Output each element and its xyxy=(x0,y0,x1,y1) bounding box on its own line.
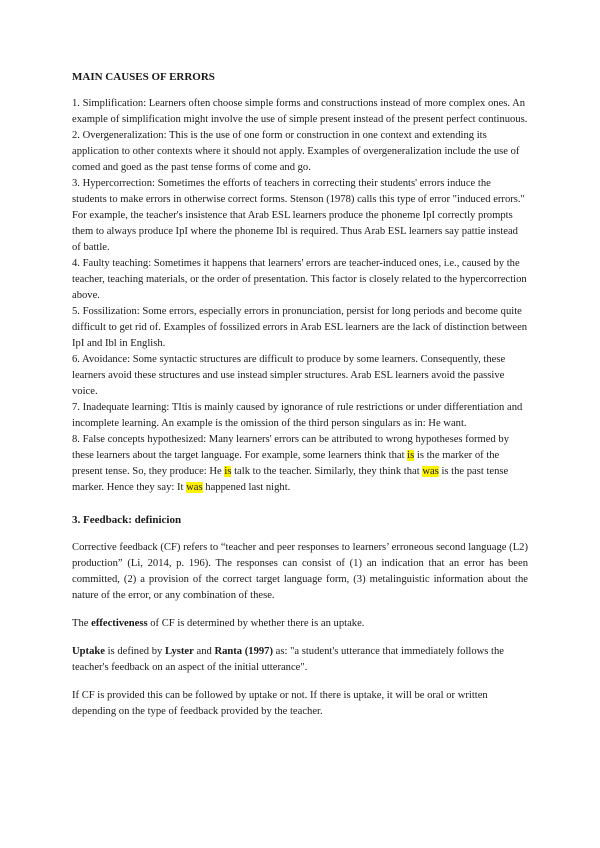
list-item: 6. Avoidance: Some syntactic structures are difficult to produce by some learners. Consequently, these learners avoid these structures and use instead simpler structures. Arab ESL learners avoid the passive voice. xyxy=(72,354,506,397)
list-item-false-concepts xyxy=(72,432,528,496)
text-run: is the marker of the present tense. So, they produce: He xyxy=(72,450,500,477)
bold-ranta: Ranta (1997) xyxy=(214,646,273,657)
paragraph-uptake xyxy=(72,644,528,676)
text-run: as: "a student's utterance that immediately follows the teacher's feedback on an aspect of the initial utterance". xyxy=(72,646,504,673)
list-item: 7. Inadequate learning: TItis is mainly caused by ignorance of rule restrictions or under differentiation and incomplete learning. An example is the omission of the third person singulars as in: He want. xyxy=(72,402,523,429)
bold-effectiveness: effectiveness xyxy=(91,618,148,629)
error-causes-list xyxy=(72,96,528,496)
text-run: happened last night. xyxy=(202,482,291,493)
heading-main-causes: MAIN CAUSES OF ERRORS xyxy=(72,71,215,83)
list-item: 2. Overgeneralization: This is the use of one form or construction in one context and extending its application to other contexts where it should not apply. Examples of overgeneralization include the use of comed and goed as the past tense forms of come and go. xyxy=(72,130,520,173)
document-body xyxy=(72,70,528,732)
list-item: 3. Hypercorrection: Sometimes the efforts of teachers in correcting their students' errors induce the students to make errors in otherwise correct forms. Stenson (1978) calls this type of error "induced errors." For example, the teacher's insistence that Arab ESL learners produce the phoneme IpI correctly prompts them to always produce IpI where the phoneme Ibl is required. Thus Arab ESL learners say pattie instead of battle. xyxy=(72,178,525,253)
bold-uptake: Uptake xyxy=(72,646,105,657)
text-run: and xyxy=(193,646,215,657)
highlight-is-1: is xyxy=(407,450,415,461)
text-run: talk to the teacher. Similarly, they think that xyxy=(231,466,423,477)
section-title-feedback: 3. Feedback: definicion xyxy=(72,514,182,526)
paragraph-cf-definition: Corrective feedback (CF) refers to “teacher and peer responses to learners’ erroneous second language (L2) production” (Li, 2014, p. 196). The responses can consist of (1) an indication that an error has been committed, (2) a provision of the correct target language form, (3) metalinguistic information about the nature of the error, or any combination of these. xyxy=(72,542,528,601)
bold-lyster: Lyster xyxy=(165,646,194,657)
text-run: of CF is determined by whether there is an uptake. xyxy=(147,618,365,629)
list-item: 1. Simplification: Learners often choose simple forms and constructions instead of more complex ones. An example of simplification might involve the use of simple present instead of the present perfect continuous. xyxy=(72,98,528,125)
text-run: The xyxy=(72,618,92,629)
text-run: is defined by xyxy=(104,646,165,657)
paragraph-uptake-types: If CF is provided this can be followed by uptake or not. If there is uptake, it will be oral or written depending on the type of feedback provided by the teacher. xyxy=(72,690,488,717)
highlight-is-2: is xyxy=(224,466,232,477)
text-run: 8. False concepts hypothesized: Many learners' errors can be attributed to wrong hypotheses formed by these learners about the target language. For example, some learners think that xyxy=(72,434,510,461)
text-run: is the past tense marker. Hence they say: It xyxy=(72,466,509,493)
paragraph-effectiveness xyxy=(72,616,528,632)
list-item: 5. Fossilization: Some errors, especially errors in pronunciation, persist for long periods and become quite difficult to get rid of. Examples of fossilized errors in Arab ESL learners are the lack of distinction between IpI and Ibl in English. xyxy=(72,306,528,349)
list-item: 4. Faulty teaching: Sometimes it happens that learners' errors are teacher-induced ones, i.e., caused by the teacher, teaching materials, or the order of presentation. This factor is closely related to the hypercorrection above. xyxy=(72,258,527,301)
highlight-was-2: was xyxy=(186,482,203,493)
highlight-was-1: was xyxy=(422,466,439,477)
